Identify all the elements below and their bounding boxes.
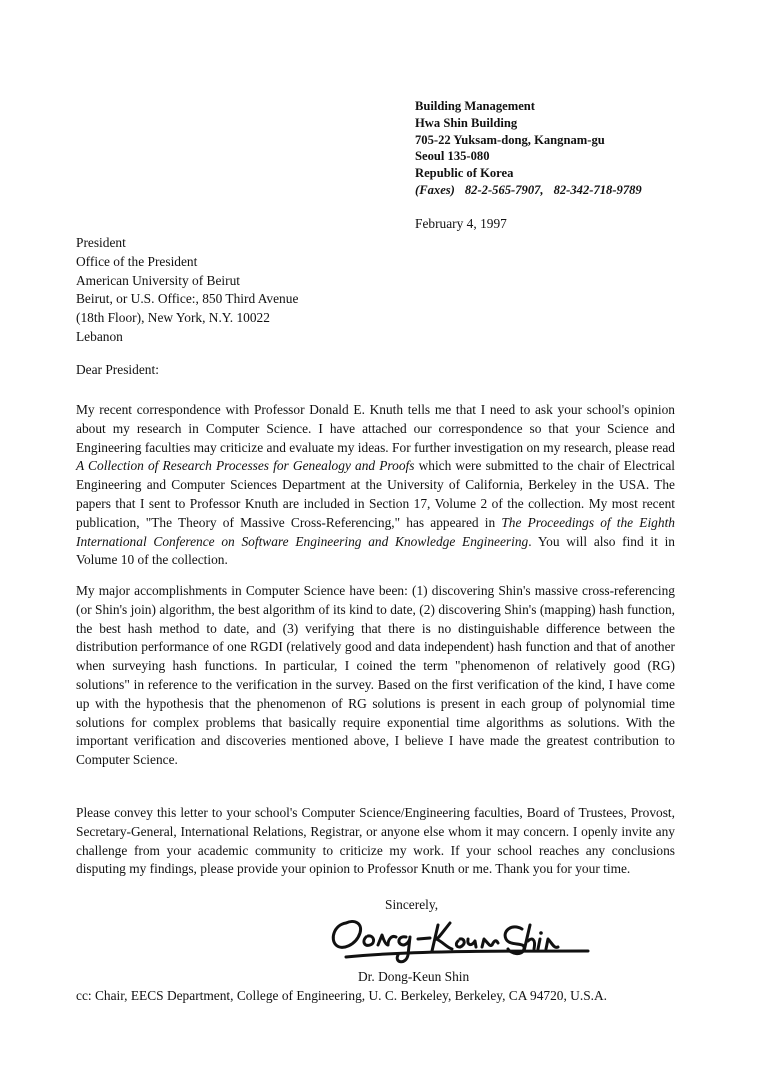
sender-line-2: Hwa Shin Building bbox=[415, 115, 518, 130]
handwritten-signature bbox=[326, 911, 596, 967]
paragraph-1-text-b: which were submitted to the chair of Electrical Engineering and Computer Sciences Department at the University of California, Berkeley in the USA. The papers that I sent to Professor Knuth are included in Section 17, Volume 2 of the collection. My most recent publication, "The Theory of Massive Cross-Referencing," has appeared in bbox=[76, 458, 675, 530]
body-paragraph-2: My major accomplishments in Computer Science have been: (1) discovering Shin's massive cross-referencing (or Shin's join) algorithm, the best algorithm of its kind to date, (2) discovering Shin's (mapping) hash function, the best hash method to date, and (3) verifying that there is no distinguishable difference between the distribution performance of one RGDI (relatively good and data independent) hash function and that of another when surveying hash functions. In particular, I coined the term "phenomenon of relatively good (RG) solutions" in reference to the verification in the survey. Based on the first verification of the kind, I have come up with the hypothesis that the phenomenon of RG solutions is present in each group of polynomial time solutions for complex problems that basically require exponential time algorithms as solutions. With the important verification and discoveries mentioned above, I believe I have made the greatest contribution to Computer Science. bbox=[76, 583, 675, 768]
recipient-line-5: (18th Floor), New York, N.Y. 10022 bbox=[76, 310, 270, 326]
sender-fax-line bbox=[415, 182, 642, 199]
sender-address-block bbox=[415, 98, 642, 199]
salutation: Dear President: bbox=[76, 362, 159, 377]
sender-line-4: Seoul 135-080 bbox=[415, 149, 490, 164]
paragraph-1-text-c: . You will also find it in Volume 10 of the collection. bbox=[76, 533, 676, 568]
signer-name: Dr. Dong-Keun Shin bbox=[358, 969, 470, 984]
cc-line: cc: Chair, EECS Department, College of Engineering, U. C. Berkeley, Berkeley, CA 94720, U.S.A. bbox=[76, 988, 608, 1003]
recipient-line-6: Lebanon bbox=[76, 328, 123, 344]
fax-number-2: 82-342-718-9789 bbox=[553, 182, 642, 197]
recipient-line-3: American University of Beirut bbox=[76, 272, 240, 288]
body-paragraph-1 bbox=[76, 401, 675, 570]
sender-line-3: 705-22 Yuksam-dong, Kangnam-gu bbox=[415, 132, 605, 147]
proceedings-title: The Proceedings of the Eighth International Conference on Software Engineering and Knowledge Engineering bbox=[76, 514, 675, 549]
sender-line-1: Building Management bbox=[415, 99, 536, 113]
paragraph-1-text-a: My recent correspondence with Professor Donald E. Knuth tells me that I need to ask your school's opinion about my research in Computer Science. I have attached our correspondence so that your Science and Engineering faculties may criticize and evaluate my ideas. For further investigation on my research, please read bbox=[76, 402, 675, 455]
recipient-line-2: Office of the President bbox=[76, 253, 198, 269]
fax-label: (Faxes) bbox=[415, 182, 455, 197]
letter-date: February 4, 1997 bbox=[415, 216, 507, 231]
body-paragraph-3: Please convey this letter to your school's Computer Science/Engineering faculties, Board of Trustees, Provost, Secretary-General, International Relations, Registrar, or anyone else whom it may concern. I openly invite any challenge from your academic community to criticize my work. If your school reaches any conclusions disputing my findings, please provide your opinion to Professor Knuth or me. Thank you for your time. bbox=[76, 805, 675, 877]
collection-title: A Collection of Research Processes for Genealogy and Proofs bbox=[76, 458, 415, 474]
recipient-address-block bbox=[76, 234, 298, 347]
recipient-line-4: Beirut, or U.S. Office:, 850 Third Avenue bbox=[76, 291, 299, 307]
closing: Sincerely, bbox=[385, 897, 439, 912]
recipient-line-1: President bbox=[76, 235, 126, 250]
fax-number-1: 82-2-565-7907, bbox=[464, 182, 544, 197]
sender-line-5: Republic of Korea bbox=[415, 166, 514, 181]
